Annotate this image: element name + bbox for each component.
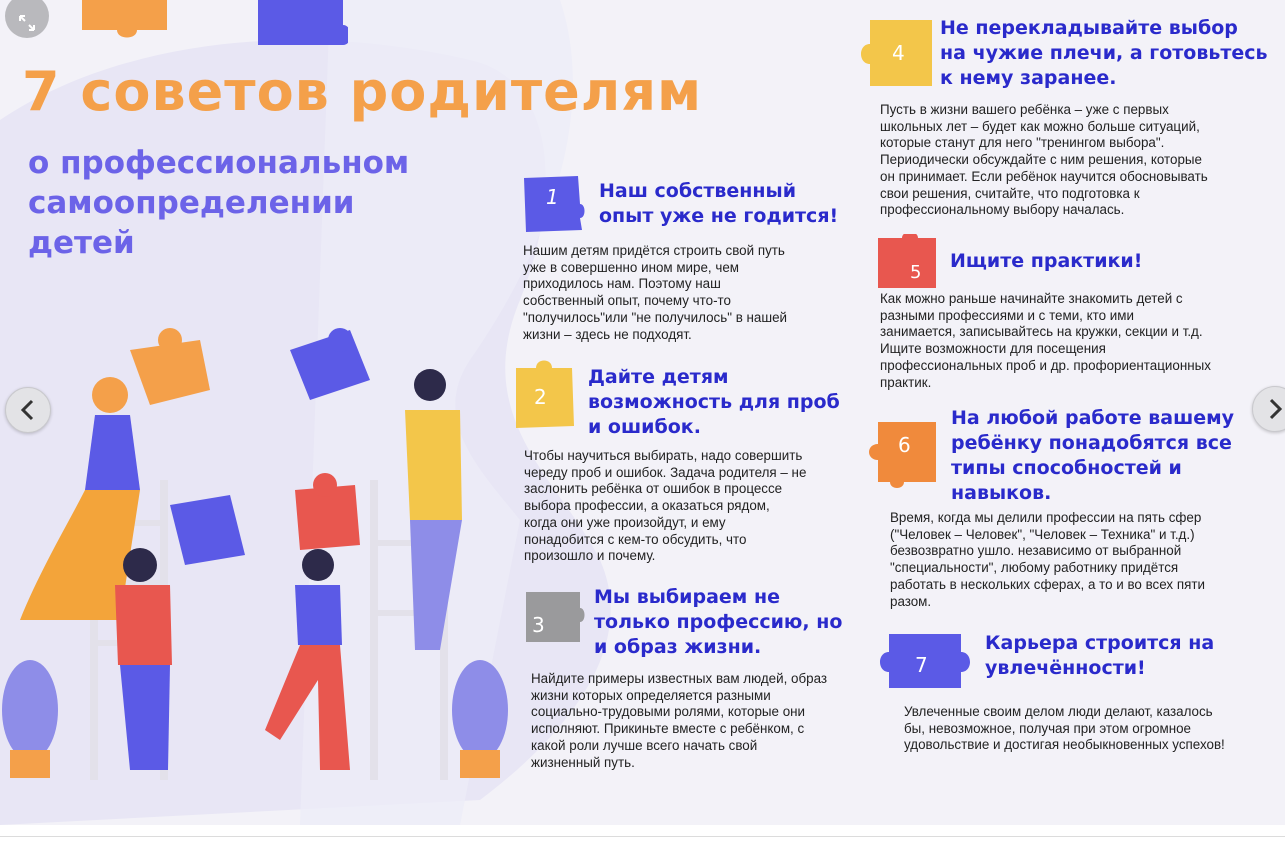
- puzzle-6-icon: [862, 414, 942, 490]
- divider: [0, 836, 1285, 837]
- tip-text-line: уже в совершенно ином мире, чем: [523, 259, 740, 275]
- tip-7-number: 7: [915, 653, 928, 677]
- tip-text-line: удовольствие и достигая необыкновенных успехов!: [904, 737, 1225, 753]
- subtitle-line: детей: [28, 225, 135, 261]
- tip-6-number: 6: [898, 433, 911, 457]
- puzzle-7-icon: [875, 632, 975, 692]
- tip-title-line: Наш собственный: [599, 180, 797, 202]
- tip-text-line: произошло и почему.: [524, 548, 656, 564]
- tip-title-line: к нему заранее.: [940, 67, 1117, 89]
- tip-text-line: занимается, записывайтесь на кружки, секции и т.д.: [880, 324, 1203, 340]
- page-title: 7 советов родителям: [22, 60, 703, 123]
- tip-title-line: Карьера строится на: [985, 632, 1215, 654]
- tip-4-number: 4: [892, 41, 905, 65]
- tip-7-text: [904, 704, 1279, 754]
- tip-text-line: череду проб и ошибок. Задача родителя – не: [524, 464, 807, 480]
- puzzle-5-icon: [876, 234, 940, 292]
- tip-title-line: на чужие плечи, а готовьтесь: [940, 42, 1268, 64]
- tip-5-title: [950, 249, 1250, 274]
- tip-6-title: [951, 406, 1281, 506]
- tip-title-line: типы способностей и: [951, 457, 1182, 479]
- puzzle-1-icon: [520, 174, 586, 234]
- tip-text-line: профессиональному выбору началась.: [880, 202, 1125, 218]
- tip-2-number: 2: [534, 385, 547, 409]
- tip-text-line: он принимает. Если ребёнок научится обосновывать: [880, 168, 1208, 184]
- tip-3-title: [594, 585, 864, 660]
- tip-2-title: [588, 365, 848, 440]
- tip-3-number: 3: [532, 613, 545, 637]
- tip-text-line: разными профессиями и с теми, кто ими: [880, 307, 1134, 323]
- tip-4-text: [880, 102, 1280, 219]
- tip-text-line: разом.: [890, 593, 932, 609]
- tip-1-text: [523, 243, 833, 343]
- chevron-right-icon: [1266, 398, 1284, 420]
- tip-text-line: свои решения, считайте, что подготовка к: [880, 185, 1140, 201]
- expand-icon: [17, 13, 37, 33]
- prev-slide-button[interactable]: [5, 387, 51, 433]
- tip-title-line: ребёнку понадобятся все: [951, 432, 1232, 454]
- tip-7-title: [985, 631, 1275, 681]
- puzzle-2-icon: [512, 358, 578, 430]
- tip-text-line: Нашим детям придётся строить свой путь: [523, 243, 785, 258]
- tip-text-line: какой роли лучше всего начать свой: [531, 737, 758, 753]
- tip-5-number: 5: [910, 262, 922, 283]
- tip-text-line: "специальности", любому работнику придётся: [890, 560, 1179, 576]
- people-illustration: [0, 320, 520, 820]
- chevron-left-icon: [19, 399, 37, 421]
- tip-1-number: 1: [546, 185, 559, 209]
- tip-5-text: [880, 291, 1280, 391]
- tip-text-line: жизненный путь.: [531, 754, 635, 770]
- tip-title-line: Ищите практики!: [950, 250, 1143, 272]
- tip-text-line: которые станут для него "тренингом выбора".: [880, 135, 1165, 151]
- puzzle-4-icon: [852, 16, 938, 92]
- subtitle-line: самоопределении: [28, 185, 355, 221]
- tip-text-line: Пусть в жизни вашего ребёнка – уже с первых: [880, 102, 1169, 117]
- tip-2-text: [524, 448, 854, 565]
- tip-title-line: На любой работе вашему: [951, 407, 1235, 429]
- decor-puzzle-purple-icon: [258, 0, 348, 50]
- tip-title-line: Не перекладывайте выбор: [940, 17, 1238, 39]
- tip-3-text: [531, 671, 871, 771]
- decor-puzzle-orange-icon: [82, 0, 172, 40]
- tip-title-line: опыт уже не годится!: [599, 205, 839, 227]
- tip-4-title: [940, 16, 1280, 91]
- tip-title-line: Мы выбираем не: [594, 586, 780, 608]
- tip-text-line: жизни которых определяется разными: [531, 687, 771, 703]
- subtitle-line: о профессиональном: [28, 145, 410, 181]
- tip-text-line: социально-трудовыми ролями, которые они: [531, 704, 806, 720]
- tip-text-line: профессиональных проб и др. профориентационных: [880, 357, 1211, 373]
- tip-text-line: Найдите примеры известных вам людей, образ: [531, 671, 828, 686]
- tip-text-line: Увлеченные своим делом люди делают, казалось: [904, 704, 1213, 719]
- tip-title-line: Дайте детям: [588, 366, 729, 388]
- tip-text-line: школьных лет – будет как можно больше ситуаций,: [880, 118, 1200, 134]
- tip-text-line: когда они уже произойдут, и ему: [524, 514, 726, 530]
- tip-text-line: Как можно раньше начинайте знакомить детей с: [880, 291, 1183, 306]
- tip-title-line: возможность для проб: [588, 391, 840, 413]
- tip-title-line: навыков.: [951, 482, 1052, 504]
- tip-text-line: приходилось нам. Поэтому наш: [523, 276, 721, 292]
- tip-text-line: ("Человек – Человек", "Человек – Техника" и т.д.): [890, 526, 1195, 542]
- puzzle-3-icon: [524, 590, 586, 646]
- tip-text-line: безвозвратно ушло. независимо от выбранной: [890, 543, 1182, 559]
- tip-text-line: Периодически обсуждайте с ним решения, которые: [880, 152, 1202, 168]
- tip-text-line: жизни – здесь не подходят.: [523, 326, 692, 342]
- tip-6-text: [890, 510, 1275, 610]
- tip-text-line: исполняют. Прикиньте вместе с ребёнком, с: [531, 721, 805, 737]
- tip-title-line: только профессию, но: [594, 611, 843, 633]
- tip-title-line: увлечённости!: [985, 657, 1146, 679]
- tip-text-line: Чтобы научиться выбирать, надо совершить: [524, 448, 803, 463]
- tip-text-line: "получилось"или "не получилось" в нашей: [523, 309, 788, 325]
- tip-text-line: Время, когда мы делили профессии на пять сфер: [890, 510, 1202, 525]
- tip-text-line: работать в нескольких сферах, а то и во всех пяти: [890, 576, 1205, 592]
- tip-text-line: заслонить ребёнка от ошибок в процессе: [524, 481, 783, 497]
- tip-text-line: понадобится с кем-то обсудить, что: [524, 531, 747, 547]
- tip-text-line: практик.: [880, 374, 932, 390]
- tip-text-line: бы, невозможное, получая при этом огромное: [904, 720, 1191, 736]
- tip-title-line: и образ жизни.: [594, 636, 762, 658]
- tip-text-line: собственный опыт, почему что-то: [523, 293, 731, 309]
- page-subtitle: [28, 143, 468, 263]
- tip-title-line: и ошибок.: [588, 416, 701, 438]
- tip-1-title: [599, 179, 849, 229]
- tip-text-line: Ищите возможности для посещения: [880, 341, 1106, 357]
- tip-text-line: выбора профессии, а оказаться рядом,: [524, 498, 770, 514]
